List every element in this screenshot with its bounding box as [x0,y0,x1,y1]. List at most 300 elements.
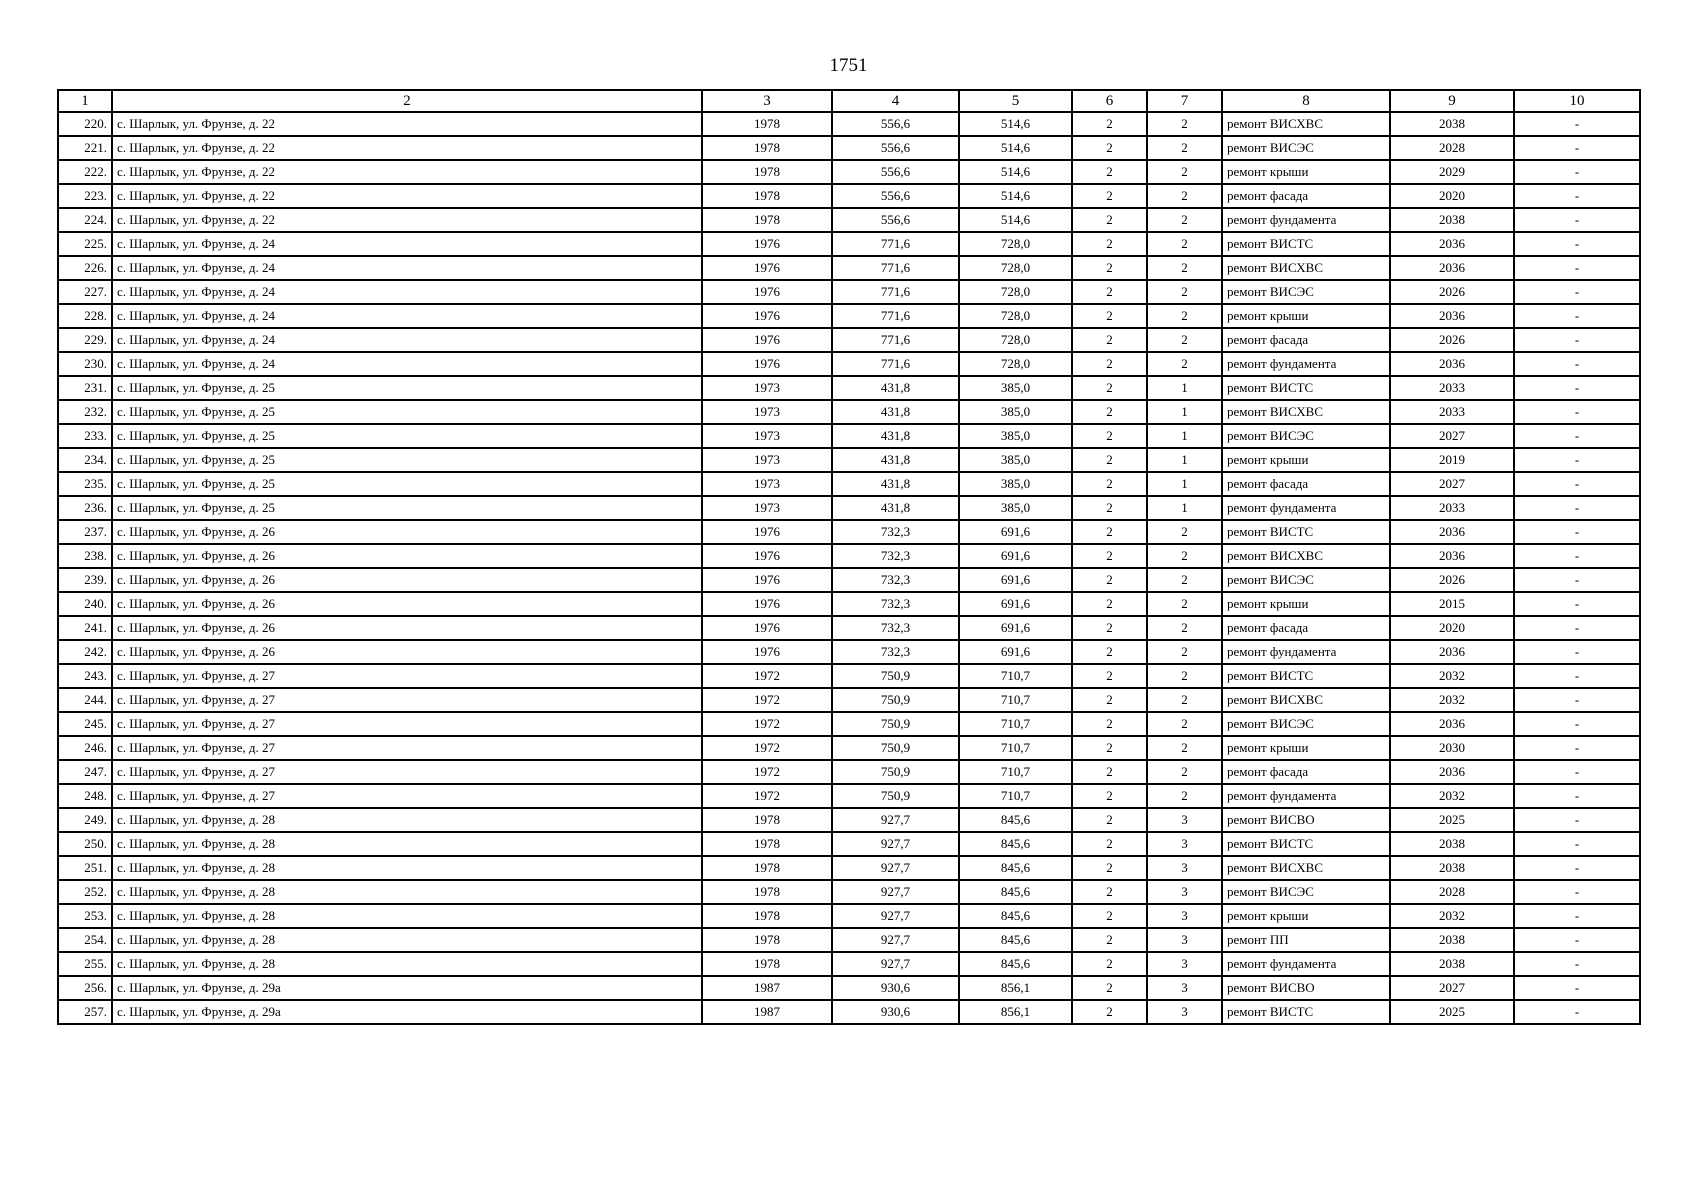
cell-row-number: 234. [58,448,112,472]
cell-planned-year: 2036 [1390,712,1514,736]
cell-planned-year: 2032 [1390,904,1514,928]
column-header-10: 10 [1514,90,1640,112]
cell-address: с. Шарлык, ул. Фрунзе, д. 26 [112,592,702,616]
cell-entrances: 2 [1147,640,1222,664]
cell-work-type: ремонт ВИСХВС [1222,688,1390,712]
cell-work-type: ремонт ВИСХВС [1222,856,1390,880]
cell-year-built: 1978 [702,832,832,856]
cell-work-type: ремонт фундамента [1222,352,1390,376]
cell-address: с. Шарлык, ул. Фрунзе, д. 27 [112,760,702,784]
cell-planned-year: 2036 [1390,232,1514,256]
cell-planned-year: 2029 [1390,160,1514,184]
cell-floors: 2 [1072,448,1147,472]
cell-note: - [1514,448,1640,472]
cell-address: с. Шарлык, ул. Фрунзе, д. 28 [112,832,702,856]
cell-row-number: 256. [58,976,112,1000]
cell-address: с. Шарлык, ул. Фрунзе, д. 24 [112,280,702,304]
cell-planned-year: 2026 [1390,280,1514,304]
cell-work-type: ремонт фасада [1222,184,1390,208]
table-row [58,448,1640,472]
cell-address: с. Шарлык, ул. Фрунзе, д. 28 [112,808,702,832]
table-row [58,976,1640,1000]
cell-living-area: 710,7 [959,664,1072,688]
cell-year-built: 1978 [702,856,832,880]
cell-work-type: ремонт ВИСТС [1222,376,1390,400]
cell-row-number: 252. [58,880,112,904]
repair-schedule-table [57,89,1641,1025]
cell-entrances: 2 [1147,160,1222,184]
cell-note: - [1514,928,1640,952]
cell-floors: 2 [1072,808,1147,832]
cell-planned-year: 2027 [1390,424,1514,448]
cell-floors: 2 [1072,760,1147,784]
cell-row-number: 226. [58,256,112,280]
table-row [58,112,1640,136]
cell-total-area: 431,8 [832,424,959,448]
table-row [58,928,1640,952]
cell-year-built: 1978 [702,904,832,928]
cell-year-built: 1978 [702,112,832,136]
cell-total-area: 431,8 [832,400,959,424]
cell-planned-year: 2038 [1390,856,1514,880]
cell-address: с. Шарлык, ул. Фрунзе, д. 27 [112,784,702,808]
cell-work-type: ремонт фундамента [1222,784,1390,808]
cell-living-area: 845,6 [959,832,1072,856]
cell-row-number: 244. [58,688,112,712]
cell-note: - [1514,280,1640,304]
cell-planned-year: 2038 [1390,832,1514,856]
cell-floors: 2 [1072,424,1147,448]
cell-row-number: 257. [58,1000,112,1024]
cell-planned-year: 2036 [1390,256,1514,280]
cell-floors: 2 [1072,880,1147,904]
table-row [58,400,1640,424]
table-row [58,904,1640,928]
cell-planned-year: 2036 [1390,640,1514,664]
cell-floors: 2 [1072,352,1147,376]
cell-entrances: 2 [1147,544,1222,568]
cell-work-type: ремонт ПП [1222,928,1390,952]
cell-entrances: 2 [1147,184,1222,208]
cell-floors: 2 [1072,544,1147,568]
cell-address: с. Шарлык, ул. Фрунзе, д. 24 [112,304,702,328]
cell-work-type: ремонт ВИСВО [1222,976,1390,1000]
cell-note: - [1514,424,1640,448]
cell-planned-year: 2027 [1390,472,1514,496]
cell-living-area: 691,6 [959,568,1072,592]
cell-living-area: 514,6 [959,112,1072,136]
cell-address: с. Шарлык, ул. Фрунзе, д. 28 [112,952,702,976]
cell-work-type: ремонт фасада [1222,328,1390,352]
cell-work-type: ремонт ВИСТС [1222,664,1390,688]
cell-note: - [1514,640,1640,664]
cell-planned-year: 2020 [1390,184,1514,208]
cell-living-area: 514,6 [959,136,1072,160]
cell-planned-year: 2036 [1390,352,1514,376]
cell-note: - [1514,208,1640,232]
cell-planned-year: 2036 [1390,760,1514,784]
cell-note: - [1514,712,1640,736]
cell-total-area: 431,8 [832,376,959,400]
cell-row-number: 232. [58,400,112,424]
cell-address: с. Шарлык, ул. Фрунзе, д. 25 [112,400,702,424]
cell-total-area: 930,6 [832,1000,959,1024]
cell-living-area: 691,6 [959,544,1072,568]
cell-living-area: 385,0 [959,400,1072,424]
cell-entrances: 3 [1147,952,1222,976]
cell-floors: 2 [1072,736,1147,760]
cell-entrances: 1 [1147,424,1222,448]
cell-address: с. Шарлык, ул. Фрунзе, д. 24 [112,232,702,256]
cell-living-area: 728,0 [959,256,1072,280]
cell-note: - [1514,376,1640,400]
cell-note: - [1514,1000,1640,1024]
cell-entrances: 2 [1147,304,1222,328]
table-row [58,832,1640,856]
cell-row-number: 245. [58,712,112,736]
cell-living-area: 845,6 [959,856,1072,880]
cell-planned-year: 2038 [1390,928,1514,952]
cell-entrances: 2 [1147,760,1222,784]
cell-floors: 2 [1072,160,1147,184]
table-row [58,208,1640,232]
cell-total-area: 927,7 [832,832,959,856]
cell-planned-year: 2033 [1390,376,1514,400]
cell-note: - [1514,232,1640,256]
cell-living-area: 691,6 [959,616,1072,640]
cell-work-type: ремонт ВИСЭС [1222,880,1390,904]
cell-work-type: ремонт крыши [1222,160,1390,184]
cell-address: с. Шарлык, ул. Фрунзе, д. 26 [112,544,702,568]
cell-living-area: 385,0 [959,472,1072,496]
table-row [58,952,1640,976]
cell-row-number: 222. [58,160,112,184]
cell-address: с. Шарлык, ул. Фрунзе, д. 24 [112,328,702,352]
cell-floors: 2 [1072,280,1147,304]
cell-address: с. Шарлык, ул. Фрунзе, д. 26 [112,568,702,592]
cell-total-area: 732,3 [832,640,959,664]
cell-entrances: 2 [1147,520,1222,544]
cell-work-type: ремонт фасада [1222,616,1390,640]
cell-total-area: 927,7 [832,880,959,904]
cell-entrances: 2 [1147,328,1222,352]
cell-total-area: 556,6 [832,160,959,184]
cell-note: - [1514,952,1640,976]
cell-work-type: ремонт ВИСХВС [1222,544,1390,568]
cell-row-number: 235. [58,472,112,496]
cell-total-area: 771,6 [832,352,959,376]
cell-floors: 2 [1072,904,1147,928]
cell-year-built: 1973 [702,424,832,448]
cell-entrances: 2 [1147,280,1222,304]
cell-total-area: 771,6 [832,328,959,352]
cell-floors: 2 [1072,856,1147,880]
cell-year-built: 1976 [702,256,832,280]
cell-planned-year: 2030 [1390,736,1514,760]
cell-address: с. Шарлык, ул. Фрунзе, д. 25 [112,424,702,448]
cell-floors: 2 [1072,784,1147,808]
cell-total-area: 927,7 [832,856,959,880]
cell-living-area: 710,7 [959,736,1072,760]
cell-year-built: 1976 [702,328,832,352]
cell-year-built: 1976 [702,592,832,616]
cell-planned-year: 2027 [1390,976,1514,1000]
cell-row-number: 228. [58,304,112,328]
cell-work-type: ремонт ВИСТС [1222,232,1390,256]
cell-floors: 2 [1072,976,1147,1000]
cell-work-type: ремонт крыши [1222,592,1390,616]
cell-living-area: 728,0 [959,280,1072,304]
cell-note: - [1514,616,1640,640]
cell-note: - [1514,160,1640,184]
cell-work-type: ремонт ВИСЭС [1222,136,1390,160]
cell-note: - [1514,904,1640,928]
cell-floors: 2 [1072,592,1147,616]
cell-floors: 2 [1072,952,1147,976]
column-header-2: 2 [112,90,702,112]
cell-total-area: 556,6 [832,208,959,232]
cell-living-area: 728,0 [959,304,1072,328]
cell-year-built: 1976 [702,520,832,544]
cell-work-type: ремонт фундамента [1222,496,1390,520]
cell-floors: 2 [1072,208,1147,232]
cell-address: с. Шарлык, ул. Фрунзе, д. 25 [112,472,702,496]
cell-address: с. Шарлык, ул. Фрунзе, д. 25 [112,496,702,520]
cell-address: с. Шарлык, ул. Фрунзе, д. 26 [112,520,702,544]
cell-entrances: 2 [1147,208,1222,232]
cell-living-area: 845,6 [959,904,1072,928]
cell-entrances: 2 [1147,568,1222,592]
cell-total-area: 732,3 [832,520,959,544]
cell-row-number: 221. [58,136,112,160]
table-row [58,616,1640,640]
cell-planned-year: 2036 [1390,520,1514,544]
cell-work-type: ремонт ВИСЭС [1222,712,1390,736]
cell-row-number: 253. [58,904,112,928]
cell-work-type: ремонт ВИСВО [1222,808,1390,832]
cell-note: - [1514,880,1640,904]
table-row [58,184,1640,208]
cell-note: - [1514,520,1640,544]
cell-year-built: 1973 [702,376,832,400]
cell-address: с. Шарлык, ул. Фрунзе, д. 24 [112,352,702,376]
cell-total-area: 771,6 [832,232,959,256]
cell-entrances: 2 [1147,112,1222,136]
cell-note: - [1514,736,1640,760]
cell-floors: 2 [1072,616,1147,640]
cell-note: - [1514,688,1640,712]
cell-work-type: ремонт крыши [1222,304,1390,328]
cell-work-type: ремонт ВИСХВС [1222,256,1390,280]
cell-address: с. Шарлык, ул. Фрунзе, д. 27 [112,712,702,736]
table-row [58,376,1640,400]
table-row [58,352,1640,376]
cell-work-type: ремонт фасада [1222,760,1390,784]
cell-work-type: ремонт ВИСТС [1222,1000,1390,1024]
cell-total-area: 750,9 [832,784,959,808]
cell-note: - [1514,832,1640,856]
cell-total-area: 771,6 [832,280,959,304]
cell-note: - [1514,256,1640,280]
cell-row-number: 236. [58,496,112,520]
cell-year-built: 1972 [702,664,832,688]
cell-row-number: 240. [58,592,112,616]
cell-living-area: 728,0 [959,232,1072,256]
cell-total-area: 927,7 [832,808,959,832]
cell-year-built: 1976 [702,232,832,256]
cell-planned-year: 2025 [1390,1000,1514,1024]
cell-row-number: 225. [58,232,112,256]
cell-entrances: 2 [1147,136,1222,160]
cell-living-area: 385,0 [959,424,1072,448]
cell-floors: 2 [1072,664,1147,688]
table-row [58,760,1640,784]
cell-year-built: 1976 [702,640,832,664]
cell-work-type: ремонт ВИСХВС [1222,112,1390,136]
cell-total-area: 431,8 [832,496,959,520]
cell-work-type: ремонт крыши [1222,904,1390,928]
cell-floors: 2 [1072,928,1147,952]
cell-total-area: 927,7 [832,952,959,976]
table-row [58,808,1640,832]
cell-note: - [1514,112,1640,136]
cell-total-area: 750,9 [832,736,959,760]
cell-year-built: 1976 [702,304,832,328]
cell-note: - [1514,184,1640,208]
cell-floors: 2 [1072,256,1147,280]
cell-planned-year: 2015 [1390,592,1514,616]
cell-entrances: 3 [1147,904,1222,928]
table-row [58,520,1640,544]
cell-floors: 2 [1072,832,1147,856]
cell-planned-year: 2026 [1390,328,1514,352]
cell-row-number: 239. [58,568,112,592]
cell-work-type: ремонт крыши [1222,736,1390,760]
cell-living-area: 385,0 [959,448,1072,472]
cell-row-number: 230. [58,352,112,376]
cell-living-area: 691,6 [959,520,1072,544]
cell-row-number: 255. [58,952,112,976]
cell-floors: 2 [1072,304,1147,328]
cell-entrances: 3 [1147,976,1222,1000]
cell-note: - [1514,304,1640,328]
cell-total-area: 927,7 [832,904,959,928]
cell-total-area: 431,8 [832,472,959,496]
cell-work-type: ремонт крыши [1222,448,1390,472]
header-row [58,90,1640,112]
cell-address: с. Шарлык, ул. Фрунзе, д. 25 [112,448,702,472]
cell-total-area: 750,9 [832,760,959,784]
cell-total-area: 771,6 [832,304,959,328]
cell-note: - [1514,400,1640,424]
cell-row-number: 247. [58,760,112,784]
cell-address: с. Шарлык, ул. Фрунзе, д. 27 [112,664,702,688]
cell-year-built: 1976 [702,352,832,376]
cell-note: - [1514,568,1640,592]
cell-floors: 2 [1072,1000,1147,1024]
cell-row-number: 238. [58,544,112,568]
cell-entrances: 3 [1147,808,1222,832]
table-row [58,136,1640,160]
cell-planned-year: 2038 [1390,208,1514,232]
cell-year-built: 1973 [702,472,832,496]
cell-row-number: 248. [58,784,112,808]
cell-entrances: 2 [1147,736,1222,760]
cell-address: с. Шарлык, ул. Фрунзе, д. 28 [112,904,702,928]
table-row [58,496,1640,520]
cell-entrances: 2 [1147,688,1222,712]
cell-year-built: 1978 [702,928,832,952]
cell-year-built: 1976 [702,280,832,304]
cell-total-area: 930,6 [832,976,959,1000]
table-row [58,568,1640,592]
cell-year-built: 1972 [702,760,832,784]
cell-total-area: 732,3 [832,544,959,568]
cell-note: - [1514,352,1640,376]
cell-living-area: 691,6 [959,592,1072,616]
cell-address: с. Шарлык, ул. Фрунзе, д. 26 [112,616,702,640]
cell-note: - [1514,760,1640,784]
cell-note: - [1514,136,1640,160]
column-header-7: 7 [1147,90,1222,112]
cell-entrances: 3 [1147,856,1222,880]
table-header [58,90,1640,112]
cell-living-area: 385,0 [959,496,1072,520]
cell-planned-year: 2032 [1390,688,1514,712]
cell-address: с. Шарлык, ул. Фрунзе, д. 22 [112,184,702,208]
cell-year-built: 1978 [702,208,832,232]
column-header-8: 8 [1222,90,1390,112]
cell-entrances: 2 [1147,256,1222,280]
cell-work-type: ремонт ВИСТС [1222,520,1390,544]
cell-floors: 2 [1072,688,1147,712]
cell-living-area: 514,6 [959,184,1072,208]
cell-living-area: 691,6 [959,640,1072,664]
cell-year-built: 1978 [702,160,832,184]
cell-year-built: 1987 [702,976,832,1000]
cell-total-area: 927,7 [832,928,959,952]
cell-floors: 2 [1072,184,1147,208]
cell-living-area: 728,0 [959,328,1072,352]
cell-entrances: 2 [1147,232,1222,256]
cell-living-area: 856,1 [959,976,1072,1000]
cell-living-area: 856,1 [959,1000,1072,1024]
table-row [58,712,1640,736]
cell-year-built: 1976 [702,544,832,568]
cell-address: с. Шарлык, ул. Фрунзе, д. 22 [112,160,702,184]
cell-floors: 2 [1072,112,1147,136]
cell-planned-year: 2033 [1390,400,1514,424]
cell-entrances: 1 [1147,472,1222,496]
cell-row-number: 220. [58,112,112,136]
page-number: 1751 [829,55,868,76]
cell-planned-year: 2032 [1390,664,1514,688]
cell-year-built: 1972 [702,736,832,760]
cell-floors: 2 [1072,640,1147,664]
cell-living-area: 514,6 [959,208,1072,232]
cell-work-type: ремонт ВИСТС [1222,832,1390,856]
column-header-9: 9 [1390,90,1514,112]
cell-year-built: 1973 [702,400,832,424]
table-row [58,256,1640,280]
table-row [58,232,1640,256]
cell-row-number: 231. [58,376,112,400]
cell-floors: 2 [1072,400,1147,424]
cell-floors: 2 [1072,712,1147,736]
cell-note: - [1514,328,1640,352]
cell-year-built: 1976 [702,568,832,592]
cell-year-built: 1978 [702,184,832,208]
